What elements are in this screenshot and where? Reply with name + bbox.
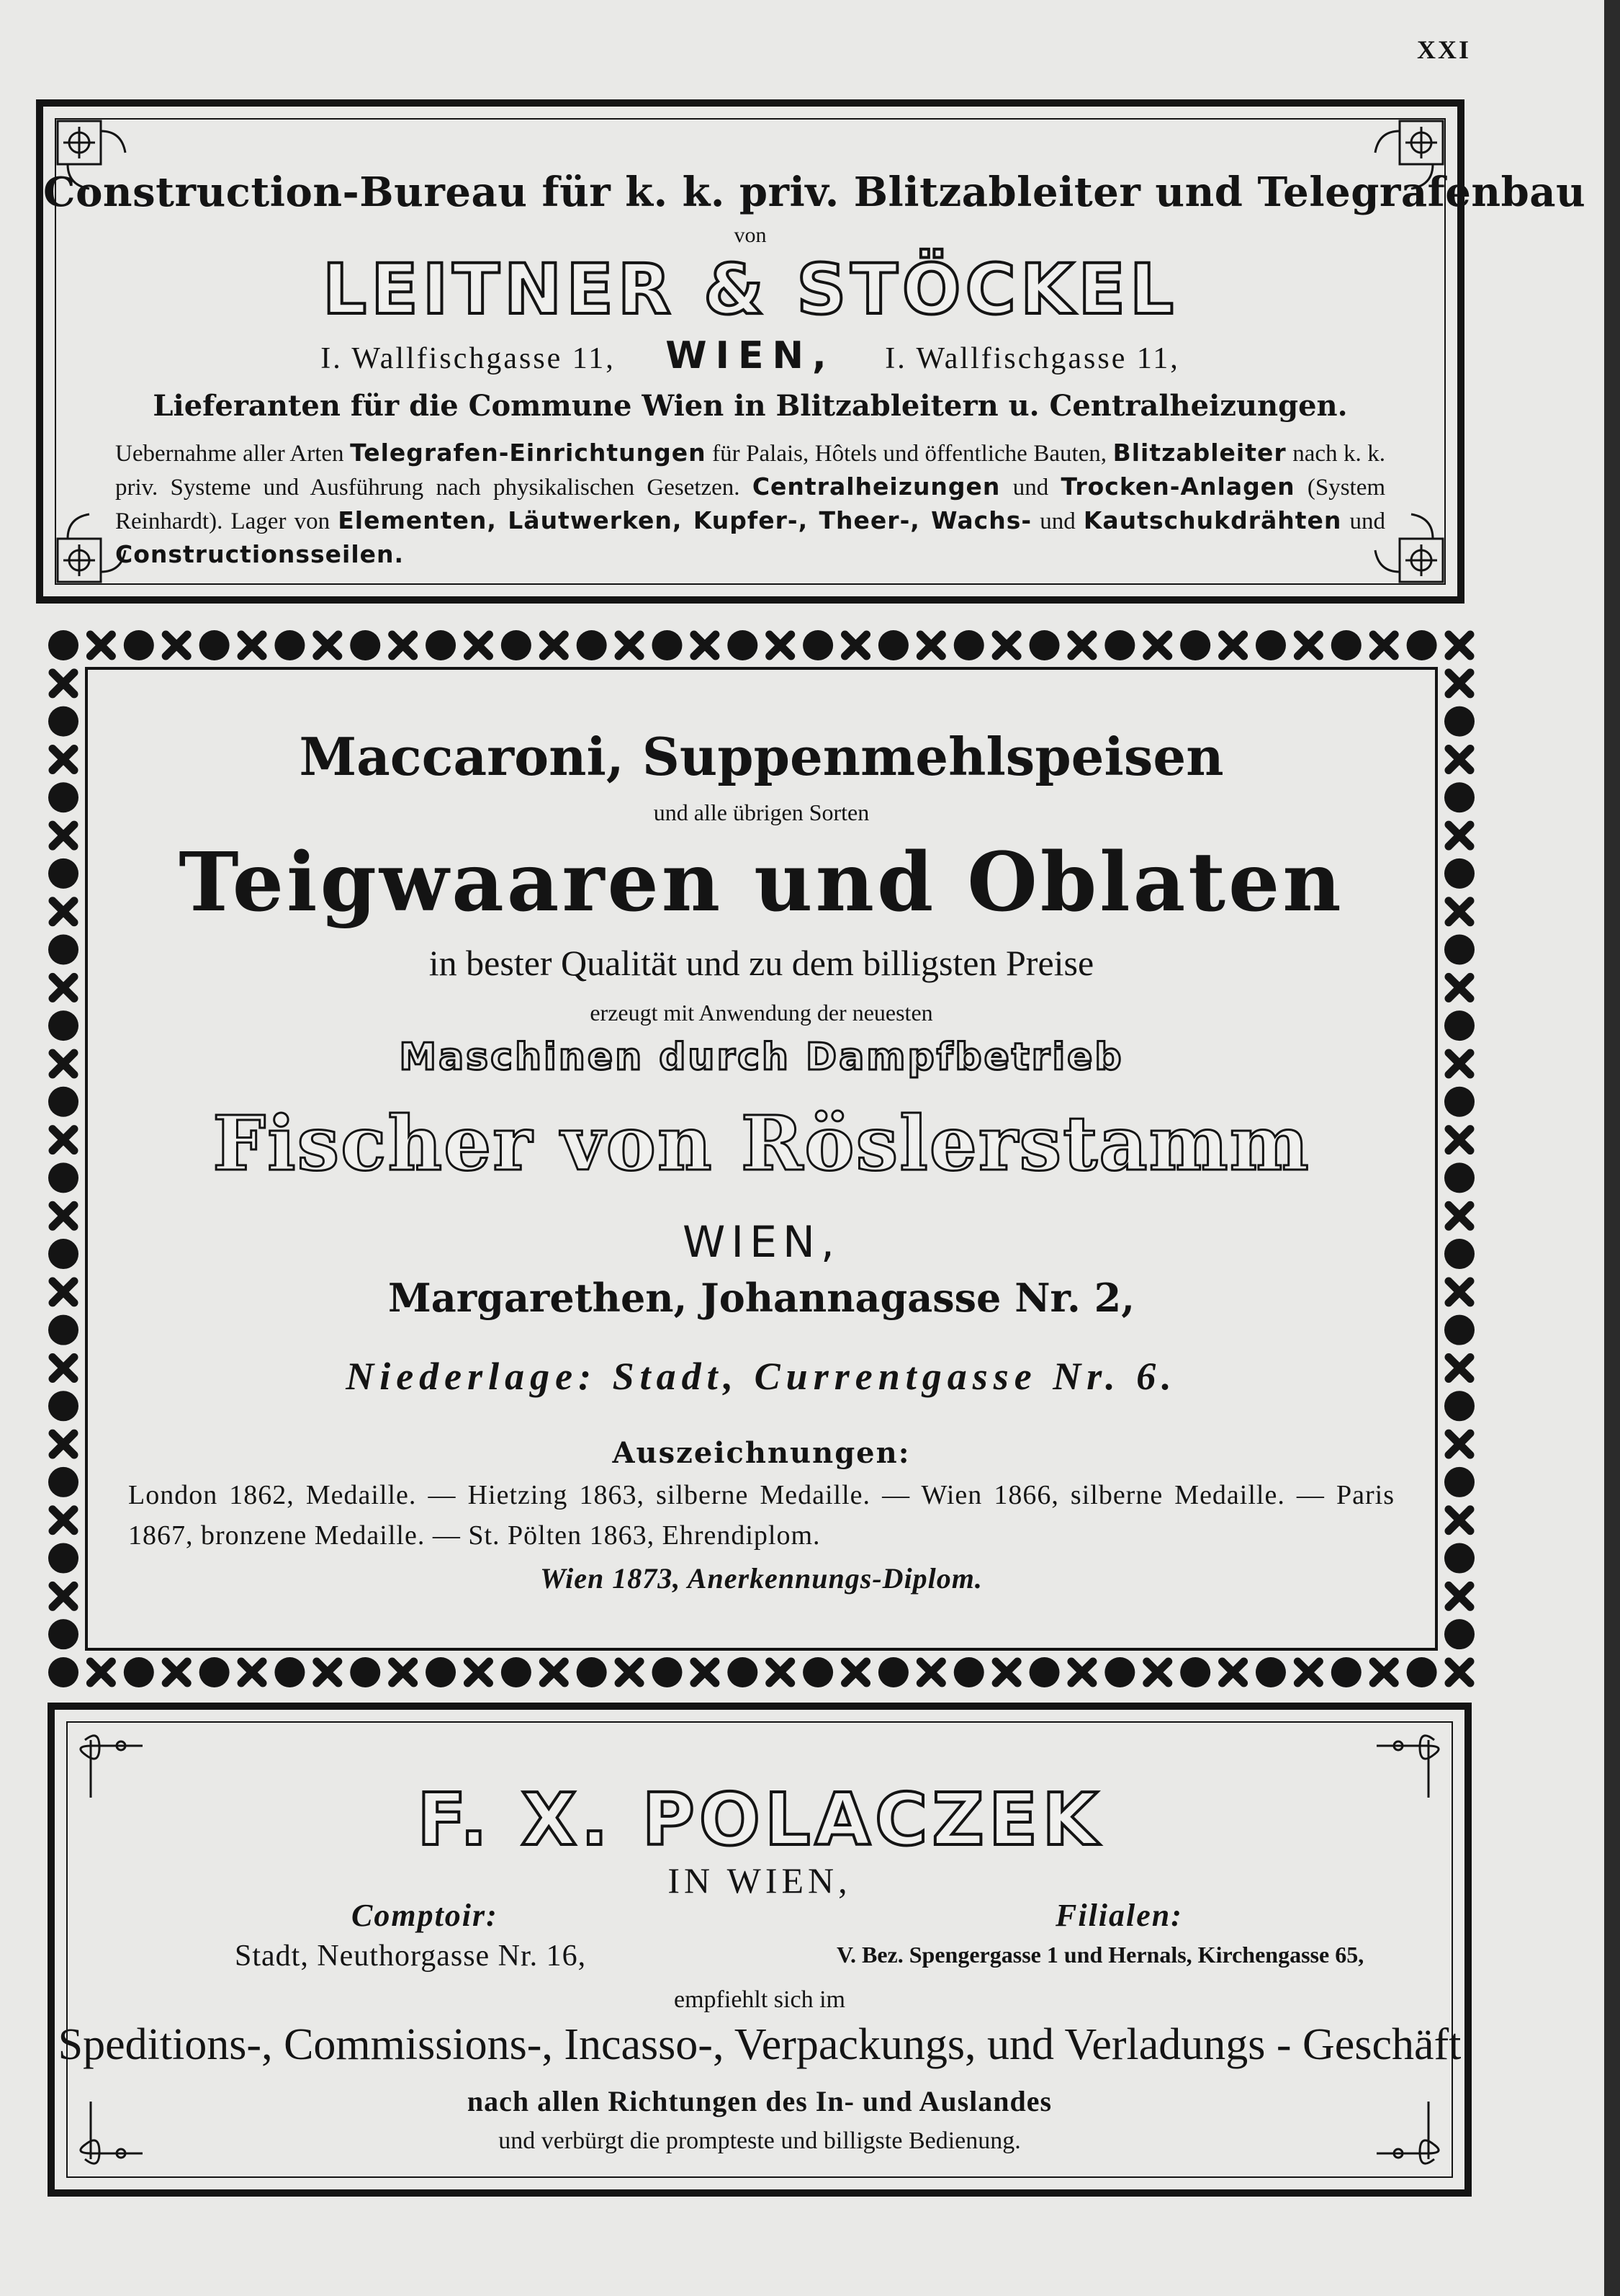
body-bold: Constructionsseilen. [115, 540, 405, 568]
border-disc [1104, 630, 1135, 660]
border-cross [317, 634, 338, 656]
ad2-headline: Maccaroni, Suppenmehlspeisen [299, 726, 1224, 787]
body-text: und [1349, 508, 1386, 534]
border-disc [48, 1467, 78, 1497]
ad2-awards-last: Wien 1873, Anerkennungs-Diplom. [540, 1562, 983, 1595]
ad2-depot: Niederlage: Stadt, Currentgasse Nr. 6. [346, 1355, 1177, 1398]
border-disc [1407, 1657, 1437, 1687]
border-disc [1030, 1657, 1060, 1687]
border-cross [920, 634, 942, 656]
body-bold: Telegrafen-Einrichtungen [350, 439, 706, 467]
border-disc [501, 630, 531, 660]
ad3-filialen-label: Filialen: [1056, 1898, 1183, 1933]
border-disc [652, 1657, 682, 1687]
border-cross [53, 673, 74, 694]
ad3-filialen-address: V. Bez. Spengergasse 1 und Hernals, Kirchengasse 65, [837, 1942, 1364, 1968]
border-cross [467, 1662, 489, 1683]
ad3-comptoir-address: Stadt, Neuthorgasse Nr. 16, [235, 1940, 587, 1973]
border-disc [954, 1657, 984, 1687]
border-disc [1331, 630, 1362, 660]
ad3-company-name: F. X. POLACZEK [417, 1777, 1102, 1862]
border-cross [90, 1662, 112, 1683]
border-cross [694, 1662, 716, 1683]
ad1-address-right: I. Wallfischgasse 11, [885, 342, 1180, 375]
ad1-address-line [43, 334, 1457, 377]
border-cross [996, 634, 1017, 656]
border-cross [53, 1510, 74, 1531]
border-disc [803, 630, 833, 660]
border-cross [1297, 1662, 1319, 1683]
border-cross [467, 634, 489, 656]
body-text: und [1040, 508, 1076, 534]
border-cross [1449, 634, 1470, 656]
border-disc [652, 630, 682, 660]
border-cross [392, 1662, 414, 1683]
body-bold: Trocken-Anlagen [1061, 472, 1295, 501]
border-cross [1223, 634, 1244, 656]
border-cross [996, 1662, 1017, 1683]
border-disc [350, 630, 380, 660]
body-text: Uebernahme aller Arten [115, 441, 344, 467]
ad1-address-left: I. Wallfischgasse 11, [320, 342, 616, 375]
body-bold: Centralheizungen [752, 472, 1001, 501]
border-disc [426, 1657, 456, 1687]
border-cross [1373, 1662, 1395, 1683]
border-cross [694, 634, 716, 656]
ad-lightning-rods [36, 99, 1586, 604]
border-cross [618, 634, 640, 656]
border-disc [1331, 1657, 1362, 1687]
border-cross [1071, 634, 1093, 656]
border-disc [124, 1657, 154, 1687]
border-disc [274, 630, 305, 660]
ad2-awards-list: London 1862, Medaille. — Hietzing 1863, silberne Medaille. — Wien 1866, silberne Medaille. — Paris 1867, bronzene Medaille. — St. Pölten 1863, Ehrendiplom. [128, 1480, 1395, 1551]
body-bold: Elementen, Läutwerken, Kupfer-, Theer-, Wachs- [338, 506, 1032, 534]
border-cross [1147, 1662, 1169, 1683]
border-cross [920, 1662, 942, 1683]
ad-forwarding [48, 1703, 1472, 2197]
body-text: (System Reinhardt). Lager von [115, 475, 1386, 534]
ad1-company-name: LEITNER & STÖCKEL [322, 249, 1179, 330]
border-disc [878, 1657, 909, 1687]
border-cross [392, 634, 414, 656]
ad3-service: und verbürgt die prompteste und billigste Bedienung. [498, 2127, 1021, 2154]
body-bold: Kautschukdrähten [1083, 506, 1342, 534]
border-cross [770, 634, 791, 656]
border-disc [199, 1657, 230, 1687]
ad2-city: WIEN, [683, 1217, 840, 1268]
border-cross [770, 1662, 791, 1683]
border-disc [274, 1657, 305, 1687]
ad2-title: Teigwaaren und Oblaten [179, 835, 1344, 930]
body-text: für Palais, Hôtels und öffentliche Bauten, [712, 441, 1107, 467]
border-cross [166, 1662, 187, 1683]
border-disc [48, 1619, 78, 1649]
border-cross [241, 1662, 263, 1683]
ad3-directions: nach allen Richtungen des In- und Auslandes [467, 2085, 1053, 2117]
ad1-body-text [115, 436, 1385, 572]
ad3-city: IN WIEN, [667, 1860, 852, 1901]
border-cross [543, 634, 564, 656]
border-disc [1104, 1657, 1135, 1687]
ad2-street: Margarethen, Johannagasse Nr. 2, [387, 1275, 1135, 1321]
ad-pasta [43, 625, 1480, 1692]
page-edge [1604, 0, 1620, 2296]
body-text: und [1012, 475, 1049, 501]
border-disc [727, 1657, 757, 1687]
ad2-awards-heading: Auszeichnungen: [612, 1436, 911, 1470]
ad2-quality-line: in bester Qualität und zu dem billigsten Preise [428, 943, 1094, 983]
border-disc [1407, 630, 1437, 660]
border-disc [350, 1657, 380, 1687]
border-cross [1373, 634, 1395, 656]
border-disc [48, 1657, 78, 1687]
border-disc [577, 630, 607, 660]
border-cross [618, 1662, 640, 1683]
border-cross [317, 1662, 338, 1683]
ad2-machines: Maschinen durch Dampfbetrieb [399, 1036, 1124, 1079]
border-cross [1449, 1510, 1470, 1531]
border-cross [845, 634, 867, 656]
border-disc [577, 1657, 607, 1687]
border-cross [1449, 1662, 1470, 1683]
border-disc [1030, 630, 1060, 660]
ad3-business-line: Speditions-, Commissions-, Incasso-, Verpackungs, und Verladungs - Geschäft [58, 2020, 1462, 2069]
border-disc [878, 630, 909, 660]
ad1-headline: Construction-Bureau für k. k. priv. Blitzableiter und Telegrafenbau [43, 169, 1586, 216]
body-text: nach k. k. priv. Systeme und Ausführung nach physikalischen Gesetzen. [115, 441, 1386, 501]
border-disc [1444, 1467, 1475, 1497]
border-disc [1444, 1619, 1475, 1649]
border-disc [501, 1657, 531, 1687]
border-disc [426, 630, 456, 660]
border-cross [241, 634, 263, 656]
ad3-recommends: empfiehlt sich im [674, 1986, 845, 2013]
ad2-subline: und alle übrigen Sorten [653, 799, 870, 825]
border-cross [1071, 1662, 1093, 1683]
border-disc [727, 630, 757, 660]
page-number: XXI [1417, 35, 1472, 64]
body-bold: Blitzableiter [1112, 439, 1287, 467]
ad1-supplier-line: Lieferanten für die Commune Wien in Blitzableitern u. Centralheizungen. [153, 389, 1348, 423]
border-cross [1449, 673, 1470, 694]
ad3-comptoir-label: Comptoir: [351, 1898, 498, 1933]
border-cross [1297, 634, 1319, 656]
border-disc [1256, 630, 1286, 660]
border-cross [90, 634, 112, 656]
border-cross [543, 1662, 564, 1683]
ad1-city: WIEN, [665, 334, 835, 377]
ad2-made-with: erzeugt mit Anwendung der neuesten [590, 1000, 933, 1026]
border-disc [803, 1657, 833, 1687]
border-cross [845, 1662, 867, 1683]
border-cross [1223, 1662, 1244, 1683]
ad1-von: von [734, 223, 767, 247]
border-disc [48, 630, 78, 660]
border-cross [166, 634, 187, 656]
border-cross [1147, 634, 1169, 656]
border-disc [954, 630, 984, 660]
border-disc [1256, 1657, 1286, 1687]
border-disc [1180, 630, 1210, 660]
border-disc [199, 630, 230, 660]
ad2-company-name: Fischer von Röslerstamm [212, 1099, 1310, 1188]
border-disc [1180, 1657, 1210, 1687]
border-disc [124, 630, 154, 660]
